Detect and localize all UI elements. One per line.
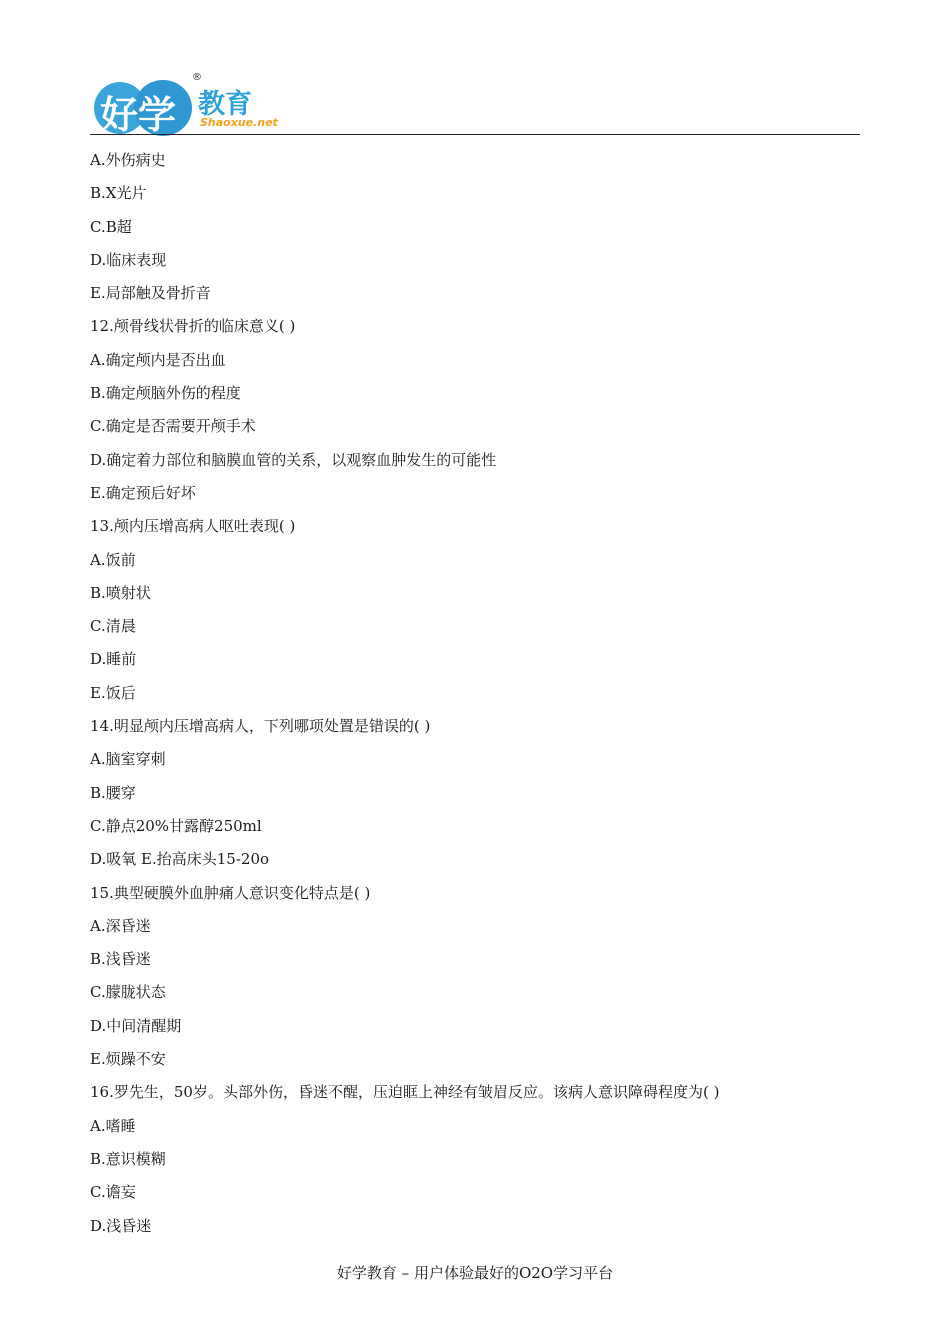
- text-line: D.确定着力部位和脑膜血管的关系，以观察血肿发生的可能性: [90, 450, 497, 469]
- question-line: 16.罗先生，50岁。头部外伤，昏迷不醒，压迫眶上神经有皱眉反应。该病人意识障碍程度为( ): [90, 1083, 720, 1102]
- text-line: B.确定颅脑外伤的程度: [90, 384, 241, 403]
- text-line: B.浅昏迷: [90, 950, 151, 969]
- text-line: D.临床表现: [90, 250, 167, 269]
- text-line: C.朦胧状态: [90, 983, 166, 1002]
- text-line: C.B超: [90, 217, 132, 236]
- text-line: D.睡前: [90, 650, 137, 669]
- text-line: B.腰穿: [90, 783, 136, 802]
- text-line: B.喷射状: [90, 583, 151, 602]
- question-line: 15.典型硬膜外血肿痛人意识变化特点是( ): [90, 883, 371, 902]
- text-line: B.X光片: [90, 184, 147, 203]
- text-line: C.确定是否需要开颅手术: [90, 417, 256, 436]
- text-line: B.意识模糊: [90, 1149, 166, 1168]
- page-footer: 好学教育 – 用户体验最好的O2O学习平台: [336, 1264, 614, 1282]
- text-line: E.确定预后好坏: [90, 483, 196, 502]
- text-line: E.饭后: [90, 683, 136, 702]
- question-line: 14.明显颅内压增高病人，下列哪项处置是错误的( ): [90, 717, 431, 736]
- text-line: C.清晨: [90, 617, 136, 636]
- question-line: 13.颅内压增高病人呕吐表现( ): [90, 517, 296, 536]
- text-line: E.烦躁不安: [90, 1050, 166, 1069]
- text-line: C.谵妄: [90, 1183, 136, 1202]
- text-line: A.饭前: [90, 550, 136, 569]
- text-line: A.深昏迷: [90, 916, 151, 935]
- text-line: D.吸氧 E.抬高床头15-20o: [90, 850, 270, 869]
- text-line: A.确定颅内是否出血: [90, 350, 226, 369]
- text-line: C.静点20%甘露醇250ml: [90, 816, 262, 835]
- text-line: D.中间清醒期: [90, 1016, 182, 1035]
- header-rule: [90, 134, 860, 135]
- text-line: E.局部触及骨折音: [90, 284, 211, 303]
- question-line: 12.颅骨线状骨折的临床意义( ): [90, 317, 296, 336]
- brand-logo: [94, 70, 284, 136]
- text-line: A.外伤病史: [90, 151, 166, 169]
- logo-mark: 好学: [100, 93, 177, 137]
- logo-word: 教育: [198, 89, 252, 120]
- text-line: D.浅昏迷: [90, 1216, 152, 1235]
- page-header: [90, 64, 860, 136]
- logo-registered: ®: [192, 72, 202, 83]
- text-line: A.脑室穿刺: [90, 750, 166, 769]
- text-line: A.嗜睡: [90, 1116, 136, 1135]
- logo-domain: Shaoxue.net: [200, 116, 278, 129]
- question-content: [90, 146, 860, 1245]
